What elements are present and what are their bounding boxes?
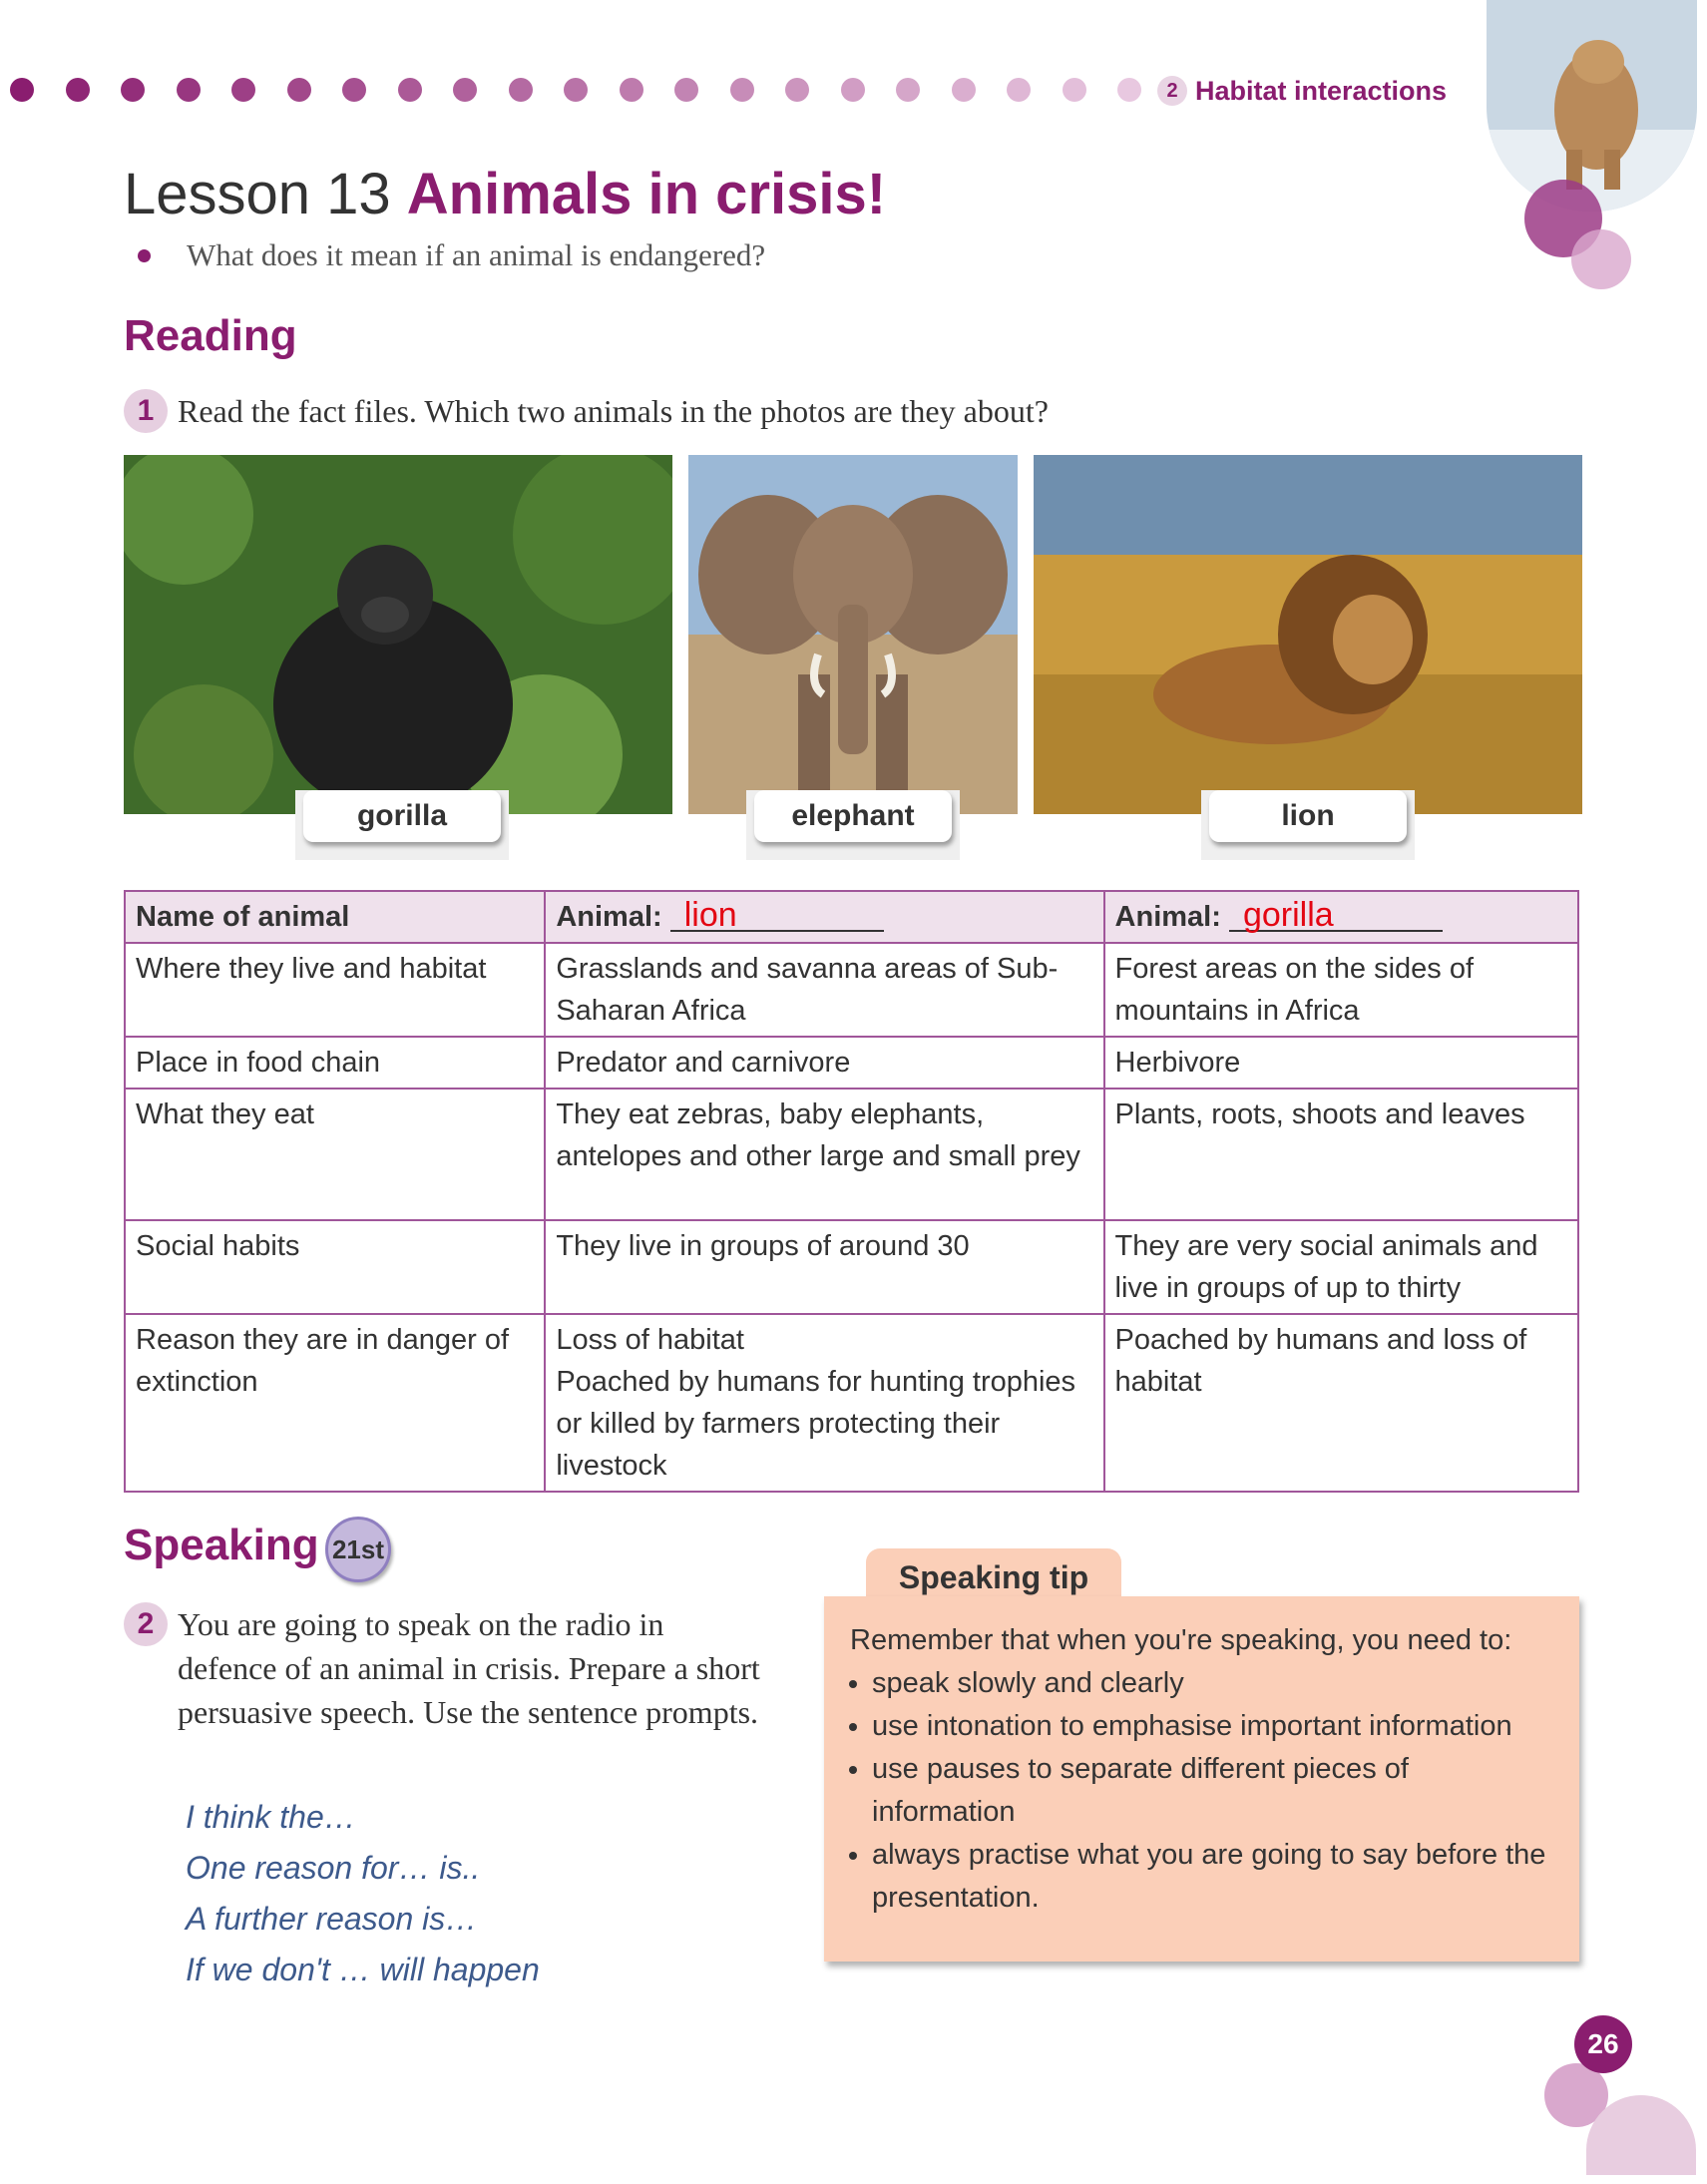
table-header-cell bbox=[1104, 891, 1578, 943]
gorilla-label-frame bbox=[295, 790, 509, 860]
row-label: Social habits bbox=[125, 1220, 545, 1314]
animal-prefix: Animal: bbox=[1114, 901, 1221, 933]
photo-label-lion: lion bbox=[1209, 790, 1407, 842]
row-label: Where they live and habitat bbox=[125, 943, 545, 1037]
row-label: Place in food chain bbox=[125, 1037, 545, 1089]
row-label: What they eat bbox=[125, 1089, 545, 1220]
lesson-question bbox=[138, 237, 765, 273]
speaking-tip-item: • always practise what you are going to say before the presentation. bbox=[872, 1834, 1553, 1920]
decorative-dot bbox=[896, 78, 920, 102]
elephant-photo bbox=[688, 455, 1018, 814]
gorilla-photo bbox=[124, 455, 672, 814]
sentence-prompts bbox=[186, 1792, 540, 1995]
decorative-dot bbox=[177, 78, 201, 102]
activity-number: 1 bbox=[124, 389, 168, 433]
speaking-tip-intro: Remember that when you're speaking, you need to: bbox=[850, 1624, 1512, 1656]
decorative-dot bbox=[10, 78, 34, 102]
reading-instruction: Read the fact files. Which two animals in the photos are they about? bbox=[178, 393, 1049, 429]
speaking-tip-box bbox=[824, 1596, 1579, 1962]
speaking-tip-item: • use intonation to emphasise important information bbox=[872, 1705, 1553, 1748]
table-row bbox=[125, 1037, 1578, 1089]
decorative-dot bbox=[342, 78, 366, 102]
table-cell-line: Poached by humans for hunting trophies or killed by farmers protecting their livestock bbox=[556, 1366, 1076, 1482]
row-label: Reason they are in danger of extinction bbox=[125, 1314, 545, 1492]
lesson-number: Lesson 13 bbox=[124, 162, 391, 226]
bullet-icon bbox=[138, 249, 151, 262]
fact-file-table bbox=[124, 890, 1579, 1493]
decorative-dot bbox=[509, 78, 533, 102]
speaking-tip-title: Speaking tip bbox=[866, 1548, 1121, 1606]
decorative-dot bbox=[231, 78, 255, 102]
decorative-dot bbox=[841, 78, 865, 102]
speaking-instruction: You are going to speak on the radio in defence of an animal in crisis. Prepare a short persuasive speech. Use the sentence prompts. bbox=[178, 1606, 760, 1730]
decorative-dot-row bbox=[10, 78, 1147, 102]
page-number: 26 bbox=[1574, 2015, 1632, 2073]
decorative-dot bbox=[730, 78, 754, 102]
decorative-dot bbox=[674, 78, 698, 102]
reading-heading: Reading bbox=[124, 311, 297, 360]
decorative-dot bbox=[121, 78, 145, 102]
lion-label-frame bbox=[1201, 790, 1415, 860]
table-cell: Plants, roots, shoots and leaves bbox=[1104, 1089, 1578, 1220]
table-cell: They eat zebras, baby elephants, antelopes and other large and small prey bbox=[545, 1089, 1103, 1220]
reading-activity bbox=[124, 389, 1049, 433]
table-cell: They live in groups of around 30 bbox=[545, 1220, 1103, 1314]
lesson-title bbox=[124, 160, 886, 229]
decorative-dot bbox=[1117, 78, 1141, 102]
table-cell-line: Loss of habitat bbox=[556, 1324, 744, 1356]
speaking-heading: Speaking bbox=[124, 1521, 319, 1569]
sentence-prompt: I think the… bbox=[186, 1799, 356, 1835]
decorative-dot bbox=[785, 78, 809, 102]
speaking-activity bbox=[124, 1602, 762, 1734]
sentence-prompt: If we don't … will happen bbox=[186, 1952, 540, 1987]
decorative-dot bbox=[620, 78, 643, 102]
table-header-cell bbox=[545, 891, 1103, 943]
decorative-dot bbox=[952, 78, 976, 102]
table-row bbox=[125, 1314, 1578, 1492]
decorative-dot bbox=[1063, 78, 1086, 102]
decorative-dot bbox=[66, 78, 90, 102]
table-cell: They are very social animals and live in groups of up to thirty bbox=[1104, 1220, 1578, 1314]
animal-prefix: Animal: bbox=[556, 901, 662, 933]
speaking-tip-item: • speak slowly and clearly bbox=[872, 1662, 1553, 1705]
unit-title: Habitat interactions bbox=[1195, 75, 1448, 106]
lion-photo bbox=[1034, 455, 1582, 814]
unit-header bbox=[1157, 73, 1447, 109]
answer-field-1[interactable]: lion bbox=[670, 900, 884, 932]
speaking-tip-item: • use pauses to separate different pieces of information bbox=[872, 1748, 1553, 1834]
lesson-name: Animals in crisis! bbox=[406, 162, 887, 226]
table-cell: Grasslands and savanna areas of Sub-Saharan Africa bbox=[545, 943, 1103, 1037]
decorative-dot bbox=[564, 78, 588, 102]
table-row bbox=[125, 943, 1578, 1037]
elephant-label-frame bbox=[746, 790, 960, 860]
unit-number: 2 bbox=[1157, 76, 1187, 106]
table-header-cell: Name of animal bbox=[125, 891, 545, 943]
table-header-row bbox=[125, 891, 1578, 943]
lesson-question-text: What does it mean if an animal is endangered? bbox=[187, 237, 766, 272]
decorative-dot bbox=[398, 78, 422, 102]
table-cell: Predator and carnivore bbox=[545, 1037, 1103, 1089]
activity-number: 2 bbox=[124, 1602, 168, 1646]
sentence-prompt: One reason for… is.. bbox=[186, 1850, 481, 1886]
decorative-dot bbox=[1007, 78, 1031, 102]
photo-label-gorilla: gorilla bbox=[303, 790, 501, 842]
speaking-tip-list bbox=[850, 1662, 1553, 1920]
table-cell bbox=[545, 1314, 1103, 1492]
table-row bbox=[125, 1220, 1578, 1314]
photo-label-elephant: elephant bbox=[754, 790, 952, 842]
table-row bbox=[125, 1089, 1578, 1220]
decorative-dot bbox=[287, 78, 311, 102]
21st-century-skills-badge: 21st bbox=[325, 1517, 391, 1582]
sentence-prompt: A further reason is… bbox=[186, 1901, 478, 1937]
puma-photo bbox=[1487, 0, 1697, 212]
answer-field-2[interactable]: gorilla bbox=[1229, 900, 1443, 932]
decorative-dot bbox=[453, 78, 477, 102]
table-cell: Forest areas on the sides of mountains in Africa bbox=[1104, 943, 1578, 1037]
table-cell: Herbivore bbox=[1104, 1037, 1578, 1089]
table-cell: Poached by humans and loss of habitat bbox=[1104, 1314, 1578, 1492]
decorative-circle bbox=[1571, 229, 1631, 289]
